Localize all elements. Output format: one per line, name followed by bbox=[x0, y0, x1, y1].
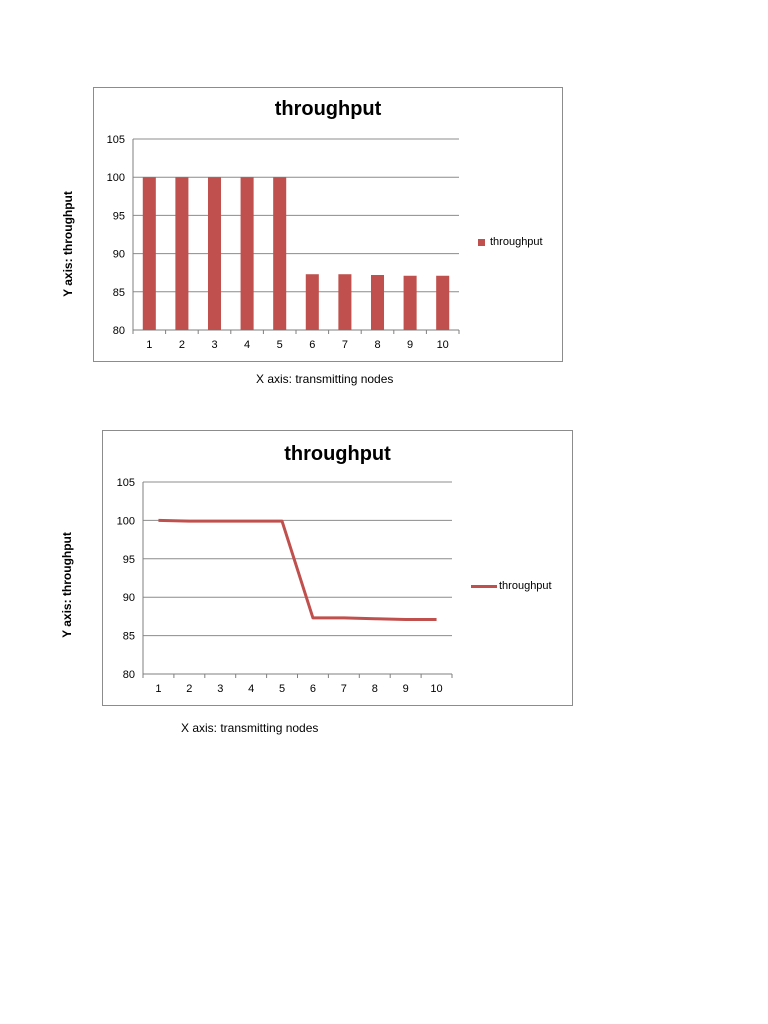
chart-title: throughput bbox=[284, 443, 391, 465]
x-tick-label: 2 bbox=[178, 339, 185, 351]
x-tick-label: 9 bbox=[402, 683, 409, 695]
y-axis-label: Y axis: throughput bbox=[61, 191, 75, 297]
legend-swatch bbox=[471, 585, 497, 588]
x-tick-label: 8 bbox=[371, 683, 378, 695]
y-tick-label: 90 bbox=[122, 592, 135, 605]
x-tick-label: 10 bbox=[436, 339, 449, 351]
bar bbox=[338, 274, 351, 330]
y-tick-label: 80 bbox=[122, 669, 135, 681]
y-tick-label: 95 bbox=[122, 553, 135, 566]
y-axis-label: Y axis: throughput bbox=[60, 532, 74, 638]
y-tick-label: 100 bbox=[116, 515, 135, 528]
bar bbox=[306, 274, 319, 330]
bar bbox=[371, 275, 384, 330]
y-tick-label: 85 bbox=[112, 286, 125, 299]
x-tick-label: 5 bbox=[276, 339, 283, 351]
y-tick-label: 105 bbox=[106, 134, 125, 146]
chart-legend bbox=[471, 580, 552, 592]
series-line bbox=[158, 520, 436, 619]
x-tick-label: 9 bbox=[407, 339, 414, 351]
bar bbox=[273, 177, 286, 330]
x-tick-label: 7 bbox=[340, 683, 347, 695]
x-tick-label: 10 bbox=[430, 683, 443, 695]
legend-label: throughput bbox=[499, 580, 552, 592]
y-tick-label: 100 bbox=[106, 172, 125, 185]
x-axis-label: X axis: transmitting nodes bbox=[181, 721, 319, 735]
y-tick-label: 90 bbox=[112, 248, 125, 261]
y-tick-label: 80 bbox=[112, 325, 125, 337]
legend-label: throughput bbox=[490, 236, 543, 248]
line-chart bbox=[102, 430, 573, 706]
bar-chart-plot bbox=[94, 88, 562, 361]
legend-swatch bbox=[478, 239, 485, 246]
x-tick-label: 5 bbox=[278, 683, 286, 695]
chart-title: throughput bbox=[274, 98, 382, 120]
x-tick-label: 7 bbox=[341, 339, 348, 351]
y-tick-label: 105 bbox=[116, 477, 135, 489]
bar bbox=[208, 177, 221, 330]
x-tick-label: 1 bbox=[155, 683, 162, 695]
y-tick-label: 85 bbox=[122, 630, 135, 643]
bar bbox=[404, 276, 417, 330]
chart-legend bbox=[478, 236, 543, 248]
x-tick-label: 3 bbox=[211, 339, 218, 351]
x-tick-label: 3 bbox=[217, 683, 224, 695]
x-tick-label: 4 bbox=[248, 683, 255, 695]
bar bbox=[175, 177, 188, 330]
bar bbox=[436, 276, 449, 330]
x-tick-label: 6 bbox=[309, 339, 316, 351]
bar bbox=[143, 177, 156, 330]
y-tick-label: 95 bbox=[112, 210, 125, 223]
x-tick-label: 4 bbox=[244, 339, 251, 351]
bar bbox=[241, 177, 254, 330]
bar-chart bbox=[93, 87, 563, 362]
x-tick-label: 8 bbox=[374, 339, 381, 351]
x-axis-label: X axis: transmitting nodes bbox=[256, 372, 394, 386]
x-tick-label: 1 bbox=[146, 339, 153, 351]
x-tick-label: 6 bbox=[309, 683, 317, 695]
line-chart-plot bbox=[103, 431, 572, 705]
x-tick-label: 2 bbox=[186, 683, 193, 695]
